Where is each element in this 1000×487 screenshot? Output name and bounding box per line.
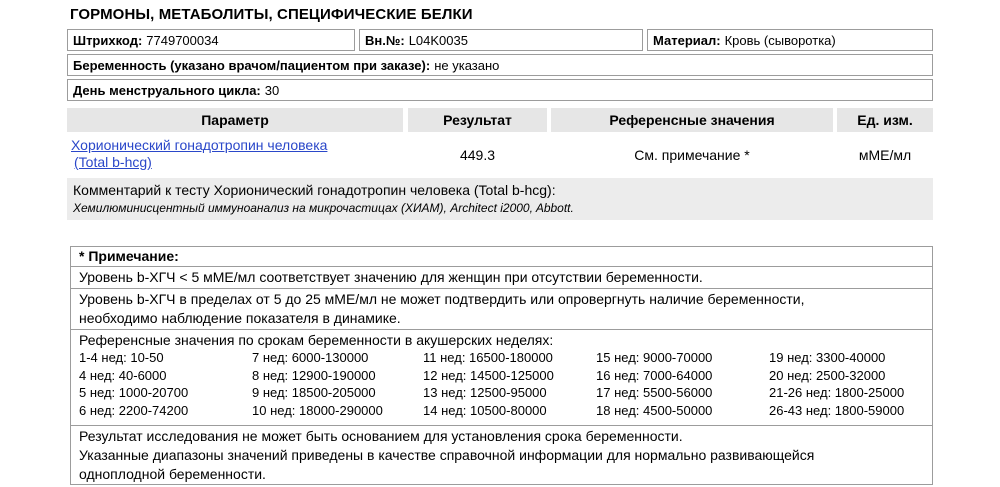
cycle-day-field xyxy=(67,79,933,101)
barcode-label: Штрихкод: xyxy=(73,32,143,48)
ref-range-item: 5 нед: 1000-20700 xyxy=(79,385,189,400)
ref-range-item: 26-43 нед: 1800-59000 xyxy=(769,402,905,418)
unit-value: мМЕ/мл xyxy=(858,147,912,163)
header-param: Параметр xyxy=(67,108,403,132)
header-reference: Референсные значения xyxy=(551,108,833,132)
ref-range-item: 18 нед: 4500-50000 xyxy=(596,402,713,418)
param-name-line2[interactable]: (Total b-hcg) xyxy=(74,154,152,170)
material-value: Кровь (сыворотка) xyxy=(724,32,836,48)
pregnancy-field xyxy=(67,54,933,76)
ref-range-item: 11 нед: 16500-180000 xyxy=(423,350,553,365)
pregnancy-value: не указано xyxy=(434,57,500,73)
ref-range-item: 21-26 нед: 1800-25000 xyxy=(769,385,905,400)
param-link[interactable] xyxy=(71,137,401,171)
test-comment xyxy=(67,178,933,220)
ref-range-item: 1-4 нед: 10-50 xyxy=(79,350,164,365)
note-p2-line2: необходимо наблюдение показателя в динамике. xyxy=(79,310,401,326)
note-paragraph-4 xyxy=(70,426,933,485)
ref-range-item: 14 нед: 10500-80000 xyxy=(423,402,547,418)
material-field xyxy=(647,29,933,51)
internal-number-field xyxy=(359,29,643,51)
cycle-day-label: День менструального цикла: xyxy=(73,82,261,98)
pregnancy-label: Беременность (указано врачом/пациентом при заказе): xyxy=(73,57,431,73)
ref-range-item: 13 нед: 12500-95000 xyxy=(423,385,547,400)
section-title: ГОРМОНЫ, МЕТАБОЛИТЫ, СПЕЦИФИЧЕСКИЕ БЕЛКИ xyxy=(70,6,473,23)
note-p2-line1: Уровень b-ХГЧ в пределах от 5 до 25 мМЕ/мл не может подтвердить или опровергнуть наличие беременности, xyxy=(79,291,805,307)
header-result: Результат xyxy=(408,108,547,132)
comment-title: Комментарий к тесту Хорионический гонадотропин человека (Total b-hcg): xyxy=(73,182,556,198)
reference-value: См. примечание * xyxy=(634,147,750,163)
comment-method: Хемилюминисцентный иммуноанализ на микрочастицах (ХИАМ), Architect i2000, Abbott. xyxy=(73,201,574,215)
note-p4-line2: Указанные диапазоны значений приведены в качестве справочной информации для нормально развивающейся xyxy=(79,447,815,463)
ref-range-item: 6 нед: 2200-74200 xyxy=(79,402,189,418)
note-heading-text: * Примечание: xyxy=(79,248,179,264)
ref-ranges-grid xyxy=(79,349,924,419)
ref-range-item: 8 нед: 12900-190000 xyxy=(252,367,376,383)
header-unit: Ед. изм. xyxy=(837,108,933,132)
ref-range-item: 17 нед: 5500-56000 xyxy=(596,385,713,400)
ref-range-item: 19 нед: 3300-40000 xyxy=(769,350,886,365)
ref-ranges-title: Референсные значения по срокам беременности в акушерских неделях: xyxy=(79,332,554,348)
cycle-day-value: 30 xyxy=(264,82,280,98)
barcode-value: 7749700034 xyxy=(146,32,219,48)
barcode-field xyxy=(67,29,355,51)
note-p4-line1: Результат исследования не может быть основанием для установления срока беременности. xyxy=(79,428,683,444)
ref-range-item: 7 нед: 6000-130000 xyxy=(252,350,369,365)
internal-number-value: L04K0035 xyxy=(408,32,468,48)
ref-range-item: 10 нед: 18000-290000 xyxy=(252,402,383,418)
internal-number-label: Вн.№: xyxy=(365,32,405,48)
note-heading xyxy=(70,246,933,267)
ref-range-item: 9 нед: 18500-205000 xyxy=(252,385,376,400)
ref-range-item: 20 нед: 2500-32000 xyxy=(769,367,886,383)
ref-range-item: 15 нед: 9000-70000 xyxy=(596,350,713,365)
note-paragraph-2 xyxy=(70,289,933,330)
note-paragraph-1 xyxy=(70,267,933,289)
material-label: Материал: xyxy=(653,32,721,48)
ref-range-item: 16 нед: 7000-64000 xyxy=(596,367,713,383)
ref-range-item: 12 нед: 14500-125000 xyxy=(423,367,554,383)
result-value: 449.3 xyxy=(459,147,496,163)
note-reference-ranges xyxy=(70,330,933,426)
param-name-line1[interactable]: Хорионический гонадотропин человека xyxy=(71,137,328,153)
ref-range-item: 4 нед: 40-6000 xyxy=(79,367,167,383)
note-p1-text: Уровень b-ХГЧ < 5 мМЕ/мл соответствует значению для женщин при отсутствии беременности. xyxy=(79,269,703,285)
note-p4-line3: одноплодной беременности. xyxy=(79,466,266,482)
